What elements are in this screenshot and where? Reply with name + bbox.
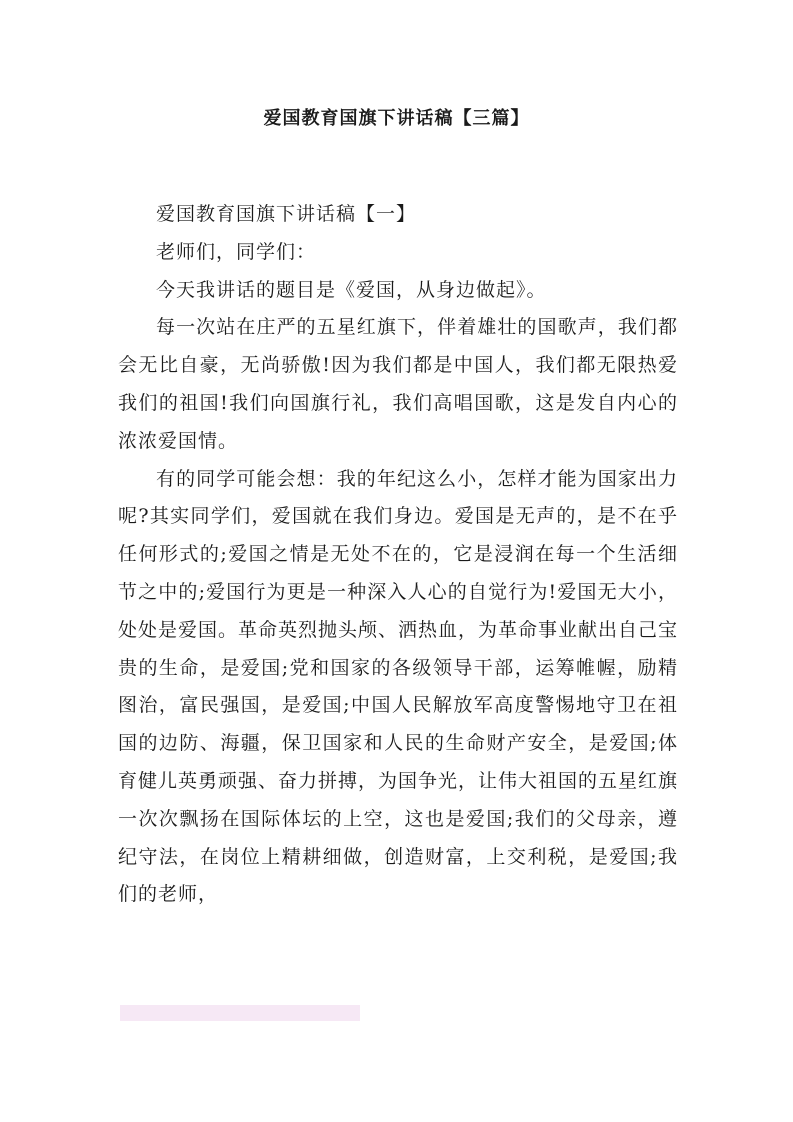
document-body — [118, 196, 678, 914]
salutation: 老师们，同学们： — [156, 240, 317, 263]
body-paragraph: 有的同学可能会想：我的年纪这么小，怎样才能为国家出力呢?其实同学们，爱国就在我们身边。爱国是无声的，是不在乎任何形式的;爱国之情是无处不在的，它是浸润在每一个生活细节之中的;爱国行为更是一种深入人心的自觉行为!爱国无大小，处处是爱国。革命英烈抛头颅、洒热血，为革命事业献出自己宝贵的生命，是爱国;党和国家的各级领导干部，运筹帷幄，励精图治，富民强国，是爱国;中国人民解放军高度警惕地守卫在祖国的边防、海疆，保卫国家和人民的生命财产安全，是爱国;体育健儿英勇顽强、奋力拼搏，为国争光，让伟大祖国的五星红旗一次次飘扬在国际体坛的上空，这也是爱国;我们的父母亲，遵纪守法，在岗位上精耕细做，创造财富，上交利税，是爱国;我们的老师， — [118, 467, 679, 906]
document-title: 爱国教育国旗下讲话稿【三篇】 — [263, 108, 530, 129]
body-paragraph: 每一次站在庄严的五星红旗下，伴着雄壮的国歌声，我们都会无比自豪，无尚骄傲!因为我们都是中国人，我们都无限热爱我们的祖国!我们向国旗行礼，我们高唱国歌，这是发自内心的浓浓爱国情。 — [118, 316, 678, 452]
section-heading: 爱国教育国旗下讲话稿【一】 — [156, 203, 417, 225]
faded-watermark-strip — [120, 1005, 360, 1021]
speech-topic: 今天我讲话的题目是《爱国，从身边做起》。 — [156, 278, 547, 301]
